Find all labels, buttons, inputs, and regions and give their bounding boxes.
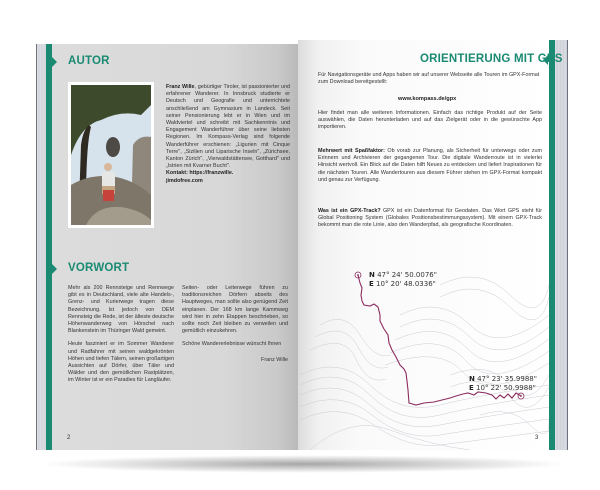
foreword-paragraph: Schöne Wandererlebnisse wünscht Ihnen	[182, 341, 282, 348]
end-latitude: 47° 23' 35.9988"	[477, 375, 537, 383]
foreword-column-2	[182, 285, 288, 364]
gps-paragraph-value-lead: Mehrwert mit Spaßfaktor:	[318, 148, 385, 154]
gps-paragraph-gpx-lead: Was ist ein GPX-Track?	[318, 208, 381, 214]
gps-paragraph-info: Hier findet man alle weiteren Informationen. Einfach das richtige Produkt auf der Seite auswählen, die Daten herunterladen und auf das Zielgerät oder in die gewünschte App importieren.	[318, 110, 542, 131]
start-longitude: 10° 20' 48.0336"	[376, 280, 436, 288]
gps-heading: ORIENTIERUNG MIT GPS	[420, 53, 563, 65]
author-contact-link[interactable]: jimdofree.com	[166, 177, 203, 184]
foreword-paragraph: Seiten- oder Leiterwege führen zu traditionsreichen Dörfern abseits des Hauptweges, man sollte also genügend Zeit einplanen. Der 168 km lange Kammweg wird hier in zehn Etappen beschrieben, so sollte noch Zeit bleiben zu verweilen und gemütlich einzukehren.	[182, 285, 288, 335]
author-bio-text: , gebürtiger Tiroler, ist passionierter und erfahrener Wanderer. In Innsbruck studierte er Deutsch und Geografie und unterrichtete anschließend am Gymnasium in Landeck. Seit seiner Pensionierung lebt er in Wien und im Waldviertel und schreibt mit Sachkenntnis und Engagement Wanderführer über seine liebsten Regionen. Im Kompass-Verlag sind folgende Wanderführer erschienen: „Ligurien mit Cinque Terre", „Sizilien und Liparische Inseln", „Zürichsee, Kanton Zürich", „Vierwaldstättersee, Gotthard" und „Istrien mit Kvarner Bucht".	[166, 84, 291, 170]
right-accent-strip	[549, 40, 555, 450]
foreword-paragraph: Mehr als 200 Rennsteige und Rennwege gibt es in Deutschland, viele alte Handels-, Grenz- und Kurierwege tragen diese Bezeichnung. Ist jedoch von DEM Rennsteig die Rede, ist der älteste deutsche Höhenwanderweg von Hörschel nach Blankenstein im Thüringer Wald gemeint.	[68, 285, 174, 335]
page-number-left: 2	[67, 435, 71, 441]
author-name: Franz Wille	[166, 84, 195, 90]
foreword-heading-marker-icon	[52, 264, 57, 274]
end-lon-label: E	[469, 384, 474, 392]
end-coordinates	[469, 375, 537, 393]
end-lat-label: N	[469, 375, 475, 383]
start-lat-label: N	[369, 271, 375, 279]
foreword-heading: VORWORT	[68, 262, 130, 274]
gpx-download-link[interactable]: www.kompass.de/gpx	[398, 96, 457, 102]
author-photo	[68, 82, 154, 228]
end-longitude: 10° 22' 50.9988"	[476, 384, 536, 392]
author-heading: AUTOR	[68, 55, 110, 67]
book-shadow	[38, 455, 568, 473]
gps-paragraph-value	[318, 148, 542, 184]
author-heading-marker-icon	[52, 57, 57, 67]
gps-heading-marker-icon	[543, 55, 548, 65]
author-contact-label: Kontakt: https://franzwille.	[166, 170, 234, 177]
gps-paragraph-value-text: Ob vorab zur Planung, als Sicherheit für unterwegs oder zum Erinnern und Archivieren der gegangenen Tour. Die digitale Wanderroute ist in vielerlei Hinsicht wertvoll. Ein Blick auf die Daten hilft Neues zu entdecken und liefert Inspirationen für die nächsten Touren. Alle Wandertouren aus diesem Führer stehen im GPX-Format kompakt und genau zur Verfügung.	[318, 148, 543, 183]
gps-intro: Für Navigationsgeräte und Apps haben wir auf unserer Webseite alle Touren im GPX-Format zum Download bereitgestellt:	[318, 72, 540, 86]
author-photo-image	[71, 85, 151, 225]
foreword-paragraph: Heute fasziniert er im Sommer Wanderer und Radfahrer mit seinen waldgekrönten Höhen und tiefen Tälern, seinen großartigen Aussichten auf Dörfer, über Täler und Wälder und den gemütlichen Rastplätzen, im Winter ist er ein Paradies für Langläufer.	[68, 341, 174, 384]
start-coordinates	[369, 271, 437, 289]
foreword-column-1	[68, 285, 174, 391]
gps-paragraph-gpx	[318, 208, 542, 230]
right-page-edges	[555, 40, 568, 450]
start-latitude: 47° 24' 50.0076"	[377, 271, 437, 279]
page-number-right: 3	[535, 435, 539, 441]
start-lon-label: E	[369, 280, 374, 288]
gps-paragraph-gpx-text: GPX ist ein Datenformat für Geodaten. Das Wort GPS steht für Global Positioning System (Globales Positionsbestimmungssystem). Mit einem GPX-Track bekommt man die rote Linie, also den Wanderpfad, als geografische Koordinaten.	[318, 208, 542, 229]
author-bio	[166, 84, 290, 185]
left-accent-strip	[46, 44, 52, 450]
foreword-signature: Franz Wille	[261, 356, 288, 363]
